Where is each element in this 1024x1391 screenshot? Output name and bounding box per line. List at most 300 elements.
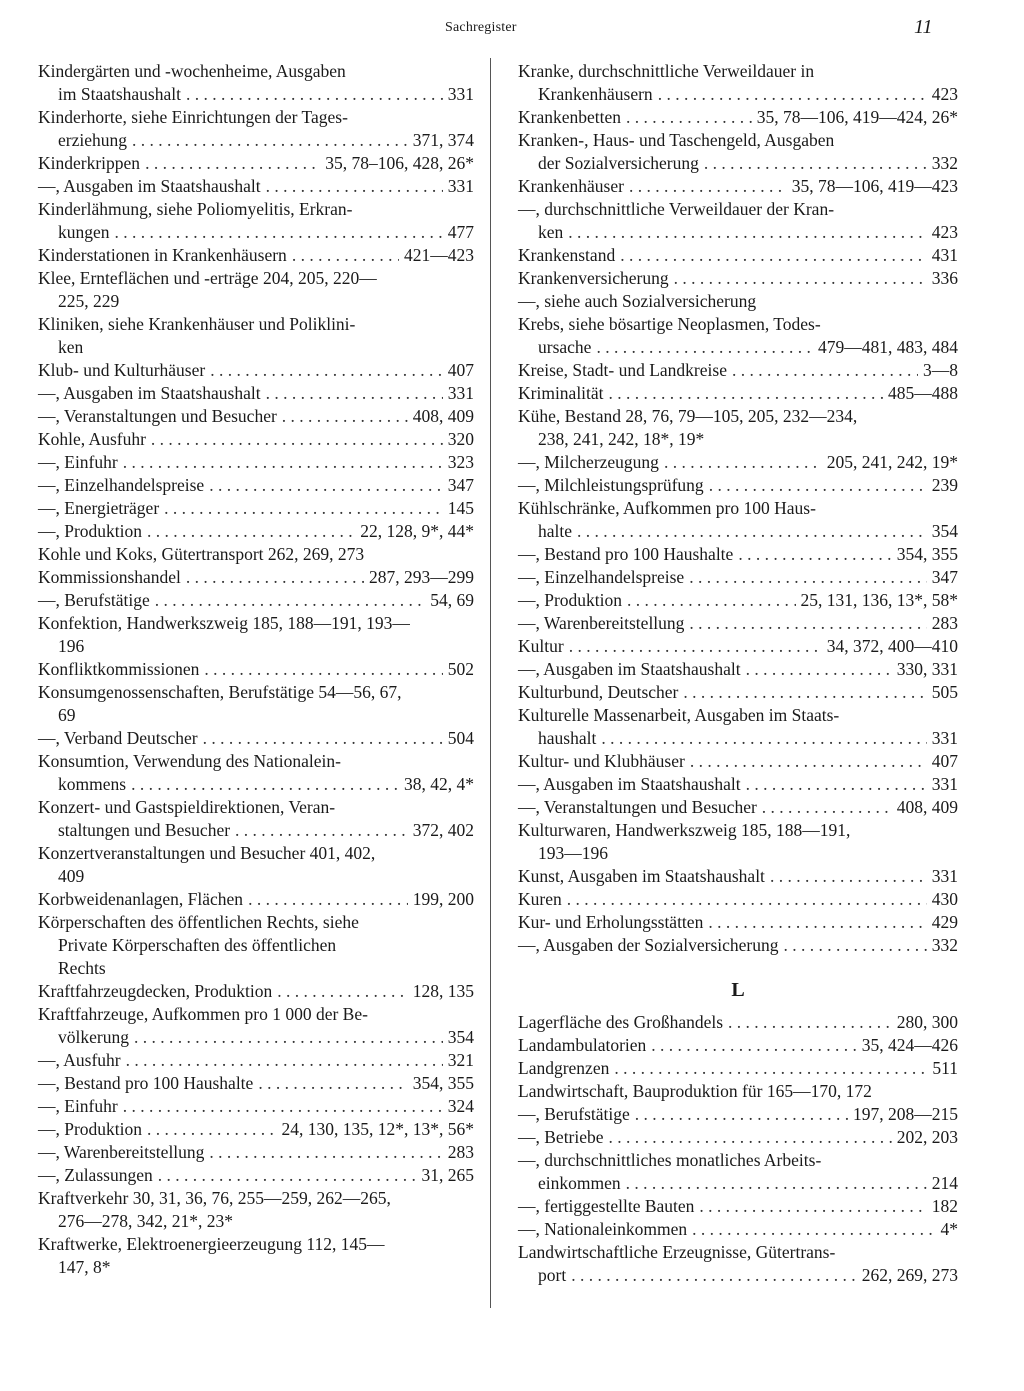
index-entry (518, 543, 958, 566)
entry-line (38, 796, 474, 819)
entry-term: —, Milchleistungsprüfung (518, 475, 704, 495)
dot-leader (248, 888, 408, 911)
entry-term: Kranke, durchschnittliche Verweildauer in (518, 61, 815, 81)
entry-term: Korbweidenanlagen, Flächen (38, 889, 244, 909)
dot-leader (683, 681, 926, 704)
entry-line (38, 980, 474, 1003)
index-entry (518, 474, 958, 497)
entry-line (518, 359, 958, 382)
entry-line (38, 451, 474, 474)
dot-leader (620, 244, 927, 267)
index-entry (38, 1118, 474, 1141)
index-entry (38, 405, 474, 428)
index-entry (38, 658, 474, 681)
page-references: 35, 78—106, 419—424, 26* (756, 107, 958, 127)
entry-term: —, Produktion (518, 590, 623, 610)
entry-term: staltungen und Besucher (58, 820, 231, 840)
index-entry (38, 911, 474, 980)
index-entry (518, 704, 958, 750)
dot-leader (728, 1011, 892, 1034)
entry-line (38, 497, 474, 520)
entry-continuation-line (38, 83, 474, 106)
dot-leader (746, 773, 927, 796)
index-entry (38, 359, 474, 382)
page-references: 354 (447, 1027, 474, 1047)
index-entry (518, 1126, 958, 1149)
dot-leader (164, 497, 443, 520)
entry-term: —, Nationaleinkommen (518, 1219, 688, 1239)
page-references: 371, 374 (412, 130, 474, 150)
index-entry (518, 796, 958, 819)
entry-continuation-line (518, 727, 958, 750)
entry-term: Klub- und Kulturhäuser (38, 360, 206, 380)
index-entry (38, 1049, 474, 1072)
entry-term: Kraftfahrzeuge, Aufkommen pro 1 000 der Be- (38, 1004, 368, 1024)
index-entry (518, 1080, 958, 1103)
page-references: 421—423 (404, 245, 474, 265)
entry-term: —, Veranstaltungen und Besucher (38, 406, 277, 426)
dot-leader (635, 1103, 848, 1126)
entry-term: Krebs, siehe bösartige Neoplasmen, Todes- (518, 314, 821, 334)
entry-term: Kinderlähmung, siehe Poliomyelitis, Erkran- (38, 199, 353, 219)
entry-term: Konfektion, Handwerkszweig 185, 188—191, 193— (38, 613, 410, 633)
entry-line (518, 543, 958, 566)
entry-continuation-line (38, 290, 474, 313)
dot-leader (658, 83, 927, 106)
entry-term: —, Produktion (38, 1119, 143, 1139)
entry-term: Körperschaften des öffentlichen Rechts, siehe (38, 912, 359, 932)
entry-line (38, 428, 474, 451)
entry-term: kommens (58, 774, 127, 794)
entry-term: —, Veranstaltungen und Besucher (518, 797, 757, 817)
entry-term: port (538, 1265, 567, 1285)
entry-term: —, Ausfuhr (38, 1050, 121, 1070)
dot-leader (709, 474, 927, 497)
entry-line (38, 727, 474, 750)
page-references: 331 (447, 84, 474, 104)
dot-leader (209, 1141, 442, 1164)
dot-leader (209, 474, 443, 497)
entry-term: Landgrenzen (518, 1058, 610, 1078)
entry-term: —, Verband Deutscher (38, 728, 198, 748)
entry-term: 238, 241, 242, 18*, 19* (538, 429, 705, 449)
index-entry (38, 796, 474, 842)
entry-term: —, Einfuhr (38, 452, 118, 472)
entry-continuation-line (518, 221, 958, 244)
index-entry (38, 497, 474, 520)
entry-line (518, 1149, 958, 1172)
entry-term: 409 (58, 866, 85, 886)
entry-line (38, 589, 474, 612)
entry-term: 225, 229 (58, 291, 120, 311)
entry-line (518, 1080, 958, 1103)
entry-line (518, 566, 958, 589)
index-column-left (38, 60, 474, 1279)
index-entry (38, 244, 474, 267)
dot-leader (186, 83, 443, 106)
dot-leader (204, 658, 442, 681)
entry-line (518, 175, 958, 198)
entry-line (38, 1072, 474, 1095)
index-entry (518, 60, 958, 106)
dot-leader (132, 129, 408, 152)
entry-continuation-line (38, 773, 474, 796)
dot-leader (145, 152, 320, 175)
entry-continuation-line (38, 934, 474, 957)
page-references: 331 (447, 176, 474, 196)
entry-term: Krankenversicherung (518, 268, 669, 288)
dot-leader (123, 451, 443, 474)
entry-term: Kur- und Erholungsstätten (518, 912, 704, 932)
entry-line (518, 681, 958, 704)
entry-term: Landwirtschaftliche Erzeugnisse, Gütertrans- (518, 1242, 836, 1262)
index-entry (518, 1195, 958, 1218)
page-references: 479—481, 483, 484 (818, 337, 958, 357)
entry-term: —, Einfuhr (38, 1096, 118, 1116)
dot-leader (292, 244, 399, 267)
entry-term: —, Bestand pro 100 Haushalte (518, 544, 734, 564)
entry-line (38, 60, 474, 83)
page-references: 332 (931, 935, 958, 955)
entry-term: —, Warenbereitstellung (518, 613, 685, 633)
index-entry (38, 1233, 474, 1279)
entry-term: völkerung (58, 1027, 129, 1047)
index-entry (38, 750, 474, 796)
page-references: 35, 424—426 (861, 1035, 958, 1055)
index-entry (38, 175, 474, 198)
entry-continuation-line (38, 1210, 474, 1233)
page-references: 182 (931, 1196, 958, 1216)
entry-line (38, 1233, 474, 1256)
entry-line (518, 1034, 958, 1057)
entry-term: —, Einzelhandelspreise (38, 475, 205, 495)
index-entry (518, 911, 958, 934)
page-references: 430 (931, 889, 958, 909)
dot-leader (158, 1164, 417, 1187)
index-entry (38, 198, 474, 244)
entry-term: Private Körperschaften des öffentlichen (58, 935, 337, 955)
page-references: 320 (447, 429, 474, 449)
entry-continuation-line (38, 819, 474, 842)
entry-line (38, 313, 474, 336)
index-entry (518, 129, 958, 175)
dot-leader (626, 106, 752, 129)
entry-term: —, Bestand pro 100 Haushalte (38, 1073, 254, 1093)
dot-leader (277, 980, 408, 1003)
index-entry (518, 198, 958, 244)
entry-term: Krankenbetten (518, 107, 622, 127)
entry-continuation-line (38, 1256, 474, 1279)
page-references: 354 (931, 521, 958, 541)
entry-line (518, 451, 958, 474)
page-references: 504 (447, 728, 474, 748)
dot-leader (235, 819, 408, 842)
dot-leader (783, 934, 926, 957)
entry-term: 147, 8* (58, 1257, 111, 1277)
page-references: 331 (931, 728, 958, 748)
index-entry (518, 1057, 958, 1080)
dot-leader (692, 1218, 935, 1241)
dot-leader (614, 1057, 927, 1080)
page-references: 3—8 (923, 360, 958, 380)
dot-leader (609, 382, 883, 405)
dot-leader (569, 635, 822, 658)
index-entry (518, 773, 958, 796)
dot-leader (626, 1172, 927, 1195)
page-references: 214 (931, 1173, 958, 1193)
page-number: 11 (914, 16, 933, 38)
index-entry (518, 589, 958, 612)
index-entry (518, 888, 958, 911)
entry-line (518, 1218, 958, 1241)
entry-term: im Staatshaushalt (58, 84, 181, 104)
entry-term: —, Ausgaben im Staatshaushalt (38, 383, 261, 403)
index-entry (38, 152, 474, 175)
entry-continuation-line (518, 1172, 958, 1195)
entry-term: Kulturwaren, Handwerkszweig 185, 188—191, (518, 820, 851, 840)
entry-term: —, Berufstätige (518, 1104, 630, 1124)
dot-leader (609, 1126, 892, 1149)
entry-term: Kühe, Bestand 28, 76, 79—105, 205, 232—234, (518, 406, 858, 426)
dot-leader (601, 727, 926, 750)
entry-line (518, 290, 958, 313)
running-title: Sachregister (445, 20, 517, 35)
page-references: 347 (447, 475, 474, 495)
entry-term: 196 (58, 636, 85, 656)
entry-term: —, Betriebe (518, 1127, 604, 1147)
entry-line (518, 497, 958, 520)
dot-leader (203, 727, 443, 750)
dot-leader (567, 888, 927, 911)
dot-leader (123, 1095, 443, 1118)
page-references: 354, 355 (412, 1073, 474, 1093)
dot-leader (689, 566, 927, 589)
page-references: 199, 200 (412, 889, 474, 909)
index-entry (38, 727, 474, 750)
entry-line (38, 106, 474, 129)
entry-continuation-line (38, 1026, 474, 1049)
page-references: 431 (931, 245, 958, 265)
entry-term: ken (538, 222, 564, 242)
entry-line (38, 566, 474, 589)
entry-line (518, 1057, 958, 1080)
page-references: 280, 300 (896, 1012, 958, 1032)
page-references: 197, 208—215 (853, 1104, 958, 1124)
entry-line (518, 911, 958, 934)
index-entry (38, 60, 474, 106)
entry-line (38, 175, 474, 198)
index-entry (518, 612, 958, 635)
page-references: 423 (931, 222, 958, 242)
entry-line (38, 520, 474, 543)
entry-term: Kreise, Stadt- und Landkreise (518, 360, 727, 380)
dot-leader (577, 520, 927, 543)
entry-line (38, 612, 474, 635)
entry-term: —, siehe auch Sozialversicherung (518, 291, 757, 311)
entry-line (518, 589, 958, 612)
page-references: 145 (447, 498, 474, 518)
page-references: 407 (447, 360, 474, 380)
index-entry (518, 819, 958, 865)
entry-line (38, 888, 474, 911)
entry-term: Kulturbund, Deutscher (518, 682, 679, 702)
dot-leader (770, 865, 927, 888)
entry-line (518, 704, 958, 727)
page-references: 485—488 (888, 383, 958, 403)
entry-term: Kohle, Ausfuhr (38, 429, 146, 449)
entry-line (38, 911, 474, 934)
dot-leader (126, 1049, 443, 1072)
entry-term: halte (538, 521, 573, 541)
page-references: 283 (447, 1142, 474, 1162)
index-entry (518, 1103, 958, 1126)
entry-term: einkommen (538, 1173, 621, 1193)
entry-line (518, 60, 958, 83)
page-references: 31, 265 (421, 1165, 474, 1185)
index-entry (518, 658, 958, 681)
entry-continuation-line (518, 428, 958, 451)
page-references: 407 (931, 751, 958, 771)
entry-term: erziehung (58, 130, 127, 150)
entry-line (518, 474, 958, 497)
entry-term: —, Einzelhandelspreise (518, 567, 685, 587)
entry-term: Kliniken, siehe Krankenhäuser und Poliklini- (38, 314, 356, 334)
index-entry (38, 612, 474, 658)
entry-line (38, 1003, 474, 1026)
entry-line (38, 244, 474, 267)
entry-term: Konzert- und Gastspieldirektionen, Veran- (38, 797, 336, 817)
index-entry (38, 681, 474, 727)
entry-term: Kommissionshandel (38, 567, 181, 587)
entry-term: Krankenstand (518, 245, 616, 265)
index-entry (38, 106, 474, 152)
entry-term: Klee, Ernteflächen und -erträge 204, 205, 220— (38, 268, 377, 288)
entry-line (518, 635, 958, 658)
entry-term: der Sozialversicherung (538, 153, 699, 173)
entry-term: —, durchschnittliche Verweildauer der Kran- (518, 199, 835, 219)
index-entry (38, 451, 474, 474)
page-references: 323 (447, 452, 474, 472)
page-header (0, 16, 1024, 42)
entry-line (38, 681, 474, 704)
entry-line (38, 474, 474, 497)
page-references: 262, 269, 273 (861, 1265, 958, 1285)
dot-leader (147, 1118, 276, 1141)
dot-leader (258, 1072, 407, 1095)
index-entry (518, 635, 958, 658)
entry-term: —, Ausgaben im Staatshaushalt (518, 659, 741, 679)
entry-line (518, 1126, 958, 1149)
page-references: 505 (931, 682, 958, 702)
entry-line (518, 773, 958, 796)
index-entry (38, 1141, 474, 1164)
page-references: 22, 128, 9*, 44* (360, 521, 474, 541)
entry-term: —, Berufstätige (38, 590, 150, 610)
entry-line (518, 796, 958, 819)
index-entry (518, 244, 958, 267)
entry-term: —, Energieträger (38, 498, 160, 518)
index-entry (38, 980, 474, 1003)
page-references: 331 (447, 383, 474, 403)
section-letter: L (731, 979, 745, 1001)
page-references: 372, 402 (412, 820, 474, 840)
entry-line (38, 1049, 474, 1072)
page-references: 511 (932, 1058, 958, 1078)
index-entry (518, 405, 958, 451)
entry-line (38, 750, 474, 773)
entry-line (518, 405, 958, 428)
entry-line (38, 1095, 474, 1118)
index-entry (518, 313, 958, 359)
entry-line (38, 152, 474, 175)
index-entry (38, 428, 474, 451)
entry-continuation-line (38, 635, 474, 658)
page-references: 347 (931, 567, 958, 587)
dot-leader (704, 152, 927, 175)
index-entry (38, 1187, 474, 1233)
entry-term: —, Milcherzeugung (518, 452, 659, 472)
entry-continuation-line (518, 83, 958, 106)
index-entry (518, 1034, 958, 1057)
entry-term: Rechts (58, 958, 106, 978)
entry-line (518, 244, 958, 267)
dot-leader (629, 175, 787, 198)
entry-term: 69 (58, 705, 76, 725)
entry-term: ken (58, 337, 84, 357)
entry-term: Konzertveranstaltungen und Besucher 401, 402, (38, 843, 376, 863)
entry-continuation-line (518, 336, 958, 359)
index-entry (518, 566, 958, 589)
page-references: 35, 78–106, 428, 26* (325, 153, 474, 173)
page-references: 205, 241, 242, 19* (826, 452, 958, 472)
entry-continuation-line (38, 336, 474, 359)
index-entry (518, 750, 958, 773)
dot-leader (151, 428, 443, 451)
index-entry (518, 359, 958, 382)
dot-leader (266, 382, 443, 405)
entry-term: Kulturelle Massenarbeit, Ausgaben im Staats- (518, 705, 840, 725)
dot-leader (568, 221, 926, 244)
index-entry (518, 175, 958, 198)
page-references: 408, 409 (896, 797, 958, 817)
entry-line (38, 842, 474, 865)
entry-term: kungen (58, 222, 110, 242)
entry-continuation-line (518, 1264, 958, 1287)
entry-term: 193—196 (538, 843, 608, 863)
index-entry (38, 313, 474, 359)
entry-term: Kranken-, Haus- und Taschengeld, Ausgaben (518, 130, 835, 150)
dot-leader (708, 911, 926, 934)
index-entry (38, 566, 474, 589)
index-entry (518, 290, 958, 313)
index-entry (518, 267, 958, 290)
index-entry (518, 1218, 958, 1241)
dot-leader (689, 612, 926, 635)
entry-term: —, Zulassungen (38, 1165, 153, 1185)
entry-term: Krankenhäuser (518, 176, 624, 196)
dot-leader (134, 1026, 443, 1049)
page-references: 54, 69 (430, 590, 474, 610)
entry-line (518, 198, 958, 221)
entry-term: Kraftverkehr 30, 31, 36, 76, 255—259, 262—265, (38, 1188, 391, 1208)
index-entry (38, 1072, 474, 1095)
entry-term: Lagerfläche des Großhandels (518, 1012, 724, 1032)
dot-leader (732, 359, 918, 382)
entry-term: Kultur- und Klubhäuser (518, 751, 685, 771)
dot-leader (155, 589, 425, 612)
entry-line (518, 750, 958, 773)
index-entry (38, 1164, 474, 1187)
